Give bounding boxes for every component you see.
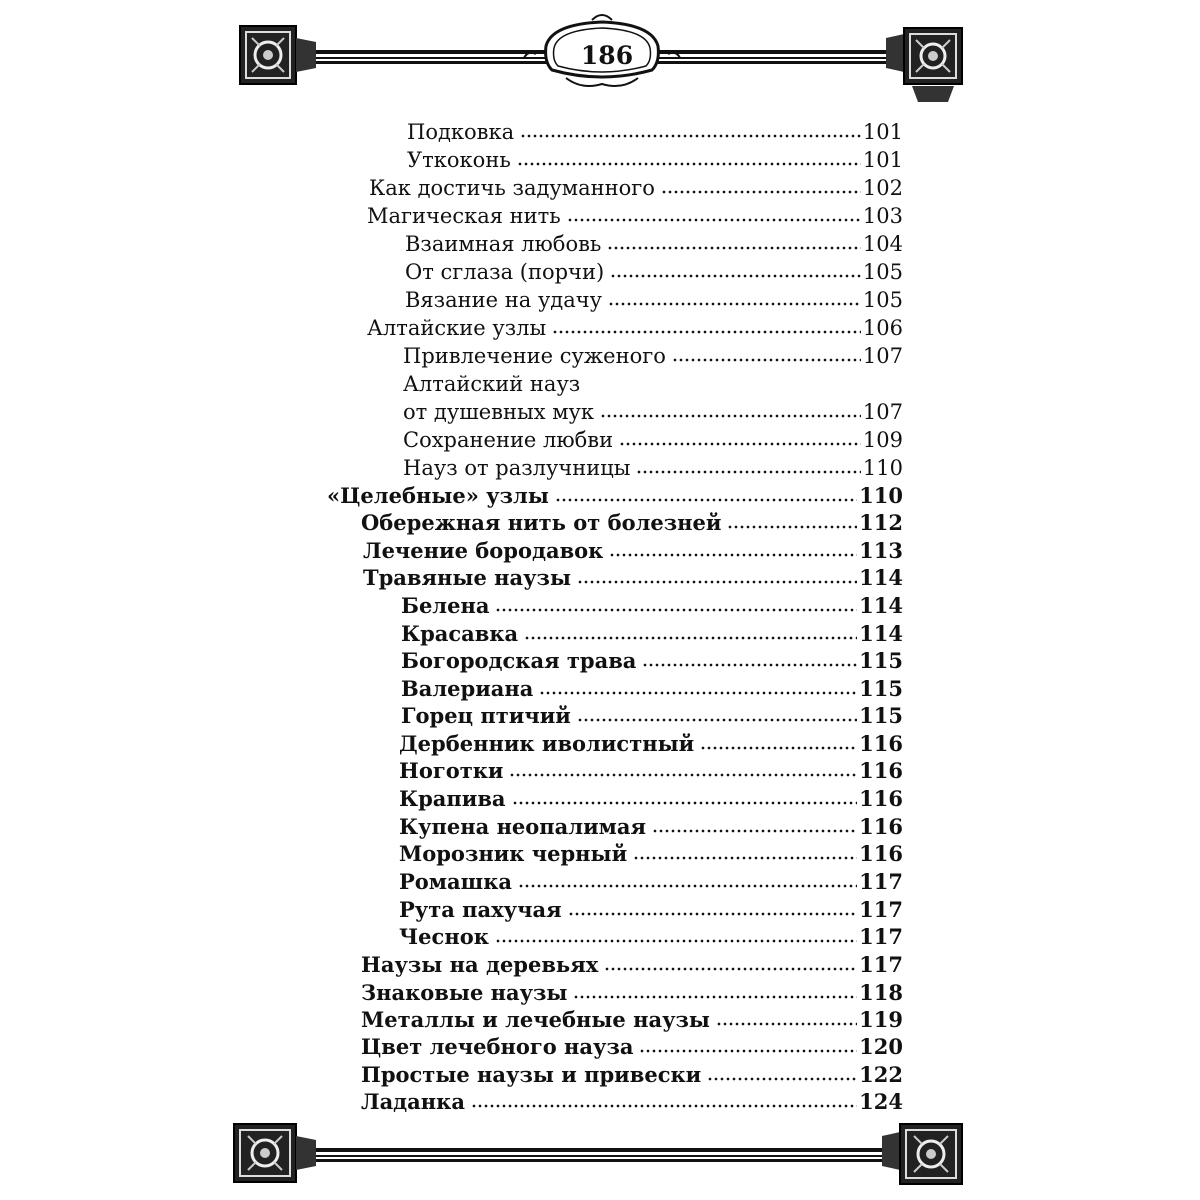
toc-entry bbox=[0, 979, 1200, 1007]
toc-entry bbox=[0, 174, 1200, 202]
dot-leader bbox=[604, 966, 857, 972]
dot-leader bbox=[552, 329, 861, 335]
dot-leader bbox=[495, 607, 857, 613]
toc-entry-page: 112 bbox=[859, 510, 903, 535]
toc-entry bbox=[0, 370, 1200, 398]
dot-leader bbox=[609, 552, 857, 558]
toc-entry-page: 107 bbox=[862, 344, 903, 368]
dot-leader bbox=[524, 635, 857, 641]
toc-entry-title: Ноготки bbox=[399, 758, 504, 783]
toc-entry-title: «Целебные» узлы bbox=[327, 483, 549, 508]
toc-entry-title: Валериана bbox=[401, 676, 534, 701]
dot-leader bbox=[727, 524, 857, 530]
toc-entry-page: 117 bbox=[859, 897, 903, 922]
toc-entry-page: 101 bbox=[862, 148, 903, 172]
dot-leader bbox=[600, 413, 861, 419]
toc-entry bbox=[0, 896, 1200, 924]
toc-entry-title: Лечение бородавок bbox=[363, 538, 604, 563]
dot-leader bbox=[577, 717, 857, 723]
dot-leader bbox=[716, 1021, 857, 1027]
toc-entry bbox=[0, 202, 1200, 230]
toc-entry bbox=[0, 314, 1200, 342]
toc-entry-title: Сохранение любви bbox=[403, 428, 614, 452]
bottom-ornament bbox=[228, 1118, 968, 1188]
toc-entry-title: Богородская трава bbox=[401, 648, 637, 673]
dot-leader bbox=[661, 189, 861, 195]
toc-entry-page: 105 bbox=[862, 260, 903, 284]
toc-entry-page: 104 bbox=[862, 232, 903, 256]
toc-entry-title: Наузы на деревьях bbox=[361, 952, 599, 977]
toc-entry bbox=[0, 509, 1200, 537]
toc-entry bbox=[0, 675, 1200, 703]
dot-leader bbox=[509, 772, 857, 778]
toc-entry-title: Ромашка bbox=[399, 869, 512, 894]
toc-entry bbox=[0, 537, 1200, 565]
toc-entry-page: 116 bbox=[859, 841, 903, 866]
toc-entry-page: 105 bbox=[862, 288, 903, 312]
toc-entry-page: 116 bbox=[859, 731, 903, 756]
toc-entry bbox=[0, 785, 1200, 813]
toc-entry-title: Вязание на удачу bbox=[405, 288, 602, 312]
toc-entry-page: 119 bbox=[859, 1007, 903, 1032]
dot-leader bbox=[555, 497, 857, 503]
toc-entry-page: 116 bbox=[859, 786, 903, 811]
toc-entry bbox=[0, 923, 1200, 951]
toc-entry bbox=[0, 757, 1200, 785]
toc-entry-title: Взаимная любовь bbox=[405, 232, 602, 256]
dot-leader bbox=[517, 161, 861, 167]
toc-entry-title: Красавка bbox=[401, 621, 519, 646]
toc-entry-title: Горец птичий bbox=[401, 703, 571, 728]
dot-leader bbox=[520, 133, 861, 139]
toc-entry-page: 117 bbox=[859, 952, 903, 977]
toc-entry-page: 115 bbox=[859, 648, 903, 673]
toc-entry-title: Привлечение суженого bbox=[403, 344, 666, 368]
toc-entry-page: 107 bbox=[862, 400, 903, 424]
dot-leader bbox=[607, 245, 861, 251]
toc-entry-title: Ладанка bbox=[361, 1089, 465, 1114]
toc-entry-title: Купена неопалимая bbox=[399, 814, 647, 839]
toc-entry bbox=[0, 1006, 1200, 1034]
toc-entry bbox=[0, 564, 1200, 592]
toc-entry-title: Подковка bbox=[407, 120, 515, 144]
toc-entry-page: 120 bbox=[859, 1034, 903, 1059]
toc-entry-title: Алтайский науз bbox=[403, 372, 581, 396]
dot-leader bbox=[608, 301, 861, 307]
toc-entry-page: 110 bbox=[862, 456, 903, 480]
toc-entry bbox=[0, 813, 1200, 841]
toc-entry-title: Цвет лечебного науза bbox=[361, 1034, 634, 1059]
toc-entry bbox=[0, 146, 1200, 174]
toc-entry-title: Магическая нить bbox=[367, 204, 561, 228]
dot-leader bbox=[539, 690, 857, 696]
toc-entry-title: от душевных мук bbox=[403, 400, 595, 424]
toc-entry bbox=[0, 1033, 1200, 1061]
toc-entry-title: Рута пахучая bbox=[399, 897, 562, 922]
dot-leader bbox=[577, 579, 857, 585]
dot-leader bbox=[471, 1103, 857, 1109]
dot-leader bbox=[619, 441, 861, 447]
toc-entry bbox=[0, 647, 1200, 675]
dot-leader bbox=[700, 745, 857, 751]
dot-leader bbox=[573, 994, 857, 1000]
dot-leader bbox=[568, 911, 857, 917]
toc-entry-title: Обережная нить от болезней bbox=[361, 510, 722, 535]
dot-leader bbox=[512, 800, 857, 806]
toc-entry-title: От сглаза (порчи) bbox=[405, 260, 605, 284]
toc-entry bbox=[0, 118, 1200, 146]
toc-entry-page: 110 bbox=[859, 483, 903, 508]
toc-entry-page: 101 bbox=[862, 120, 903, 144]
toc-entry-page: 106 bbox=[862, 316, 903, 340]
toc-entry bbox=[0, 592, 1200, 620]
toc-entry-page: 114 bbox=[859, 593, 903, 618]
toc-entry bbox=[0, 1088, 1200, 1116]
dot-leader bbox=[518, 883, 857, 889]
toc-entry-page: 118 bbox=[859, 980, 903, 1005]
toc-entry-title: Морозник черный bbox=[399, 841, 628, 866]
toc-entry-page: 114 bbox=[859, 621, 903, 646]
toc-entry-title: Науз от разлучницы bbox=[403, 456, 631, 480]
toc-entry bbox=[0, 840, 1200, 868]
toc-entry bbox=[0, 230, 1200, 258]
toc-entry bbox=[0, 398, 1200, 426]
dot-leader bbox=[639, 1048, 857, 1054]
toc-entry-title: Уткоконь bbox=[407, 148, 511, 172]
toc-entry-page: 122 bbox=[859, 1062, 903, 1087]
toc-entry-title: Дербенник иволистный bbox=[399, 731, 695, 756]
toc-entry bbox=[0, 951, 1200, 979]
dot-leader bbox=[633, 855, 857, 861]
toc-entry-title: Простые наузы и привески bbox=[361, 1062, 702, 1087]
toc-entry-page: 116 bbox=[859, 758, 903, 783]
toc-entry-title: Крапива bbox=[399, 786, 506, 811]
toc-entry-title: Металлы и лечебные наузы bbox=[361, 1007, 710, 1032]
toc-entry-page: 113 bbox=[859, 538, 903, 563]
toc-entry bbox=[0, 454, 1200, 482]
toc-entry-page: 116 bbox=[859, 814, 903, 839]
toc-entry-title: Алтайские узлы bbox=[367, 316, 547, 340]
toc-entry bbox=[0, 286, 1200, 314]
page-number: 186 bbox=[580, 41, 634, 70]
dot-leader bbox=[652, 828, 857, 834]
toc-entry bbox=[0, 620, 1200, 648]
toc-entry-page: 124 bbox=[859, 1089, 903, 1114]
toc-entry-page: 115 bbox=[859, 703, 903, 728]
dot-leader bbox=[567, 217, 861, 223]
toc-entry bbox=[0, 258, 1200, 286]
toc-entry-page: 109 bbox=[862, 428, 903, 452]
toc-entry-page: 102 bbox=[862, 176, 903, 200]
dot-leader bbox=[495, 938, 857, 944]
toc-entry-page: 114 bbox=[859, 565, 903, 590]
toc-entry bbox=[0, 1061, 1200, 1089]
toc-entry-title: Травяные наузы bbox=[363, 565, 571, 590]
toc-entry bbox=[0, 730, 1200, 758]
toc-entry bbox=[0, 868, 1200, 896]
dot-leader bbox=[610, 273, 861, 279]
toc-entry-title: Знаковые наузы bbox=[361, 980, 568, 1005]
toc-entry bbox=[0, 342, 1200, 370]
toc-entry-page: 117 bbox=[859, 924, 903, 949]
toc-entry bbox=[0, 426, 1200, 454]
toc-entry-title: Как достичь задуманного bbox=[369, 176, 655, 200]
dot-leader bbox=[707, 1076, 857, 1082]
toc-entry bbox=[0, 482, 1200, 510]
toc-entry-title: Белена bbox=[401, 593, 490, 618]
toc-entry-page: 103 bbox=[862, 204, 903, 228]
dot-leader bbox=[642, 662, 857, 668]
toc-entry-page: 115 bbox=[859, 676, 903, 701]
toc-entry-page: 117 bbox=[859, 869, 903, 894]
dot-leader bbox=[672, 357, 861, 363]
dot-leader bbox=[636, 469, 861, 475]
toc-entry bbox=[0, 702, 1200, 730]
toc-entry-title: Чеснок bbox=[399, 924, 489, 949]
